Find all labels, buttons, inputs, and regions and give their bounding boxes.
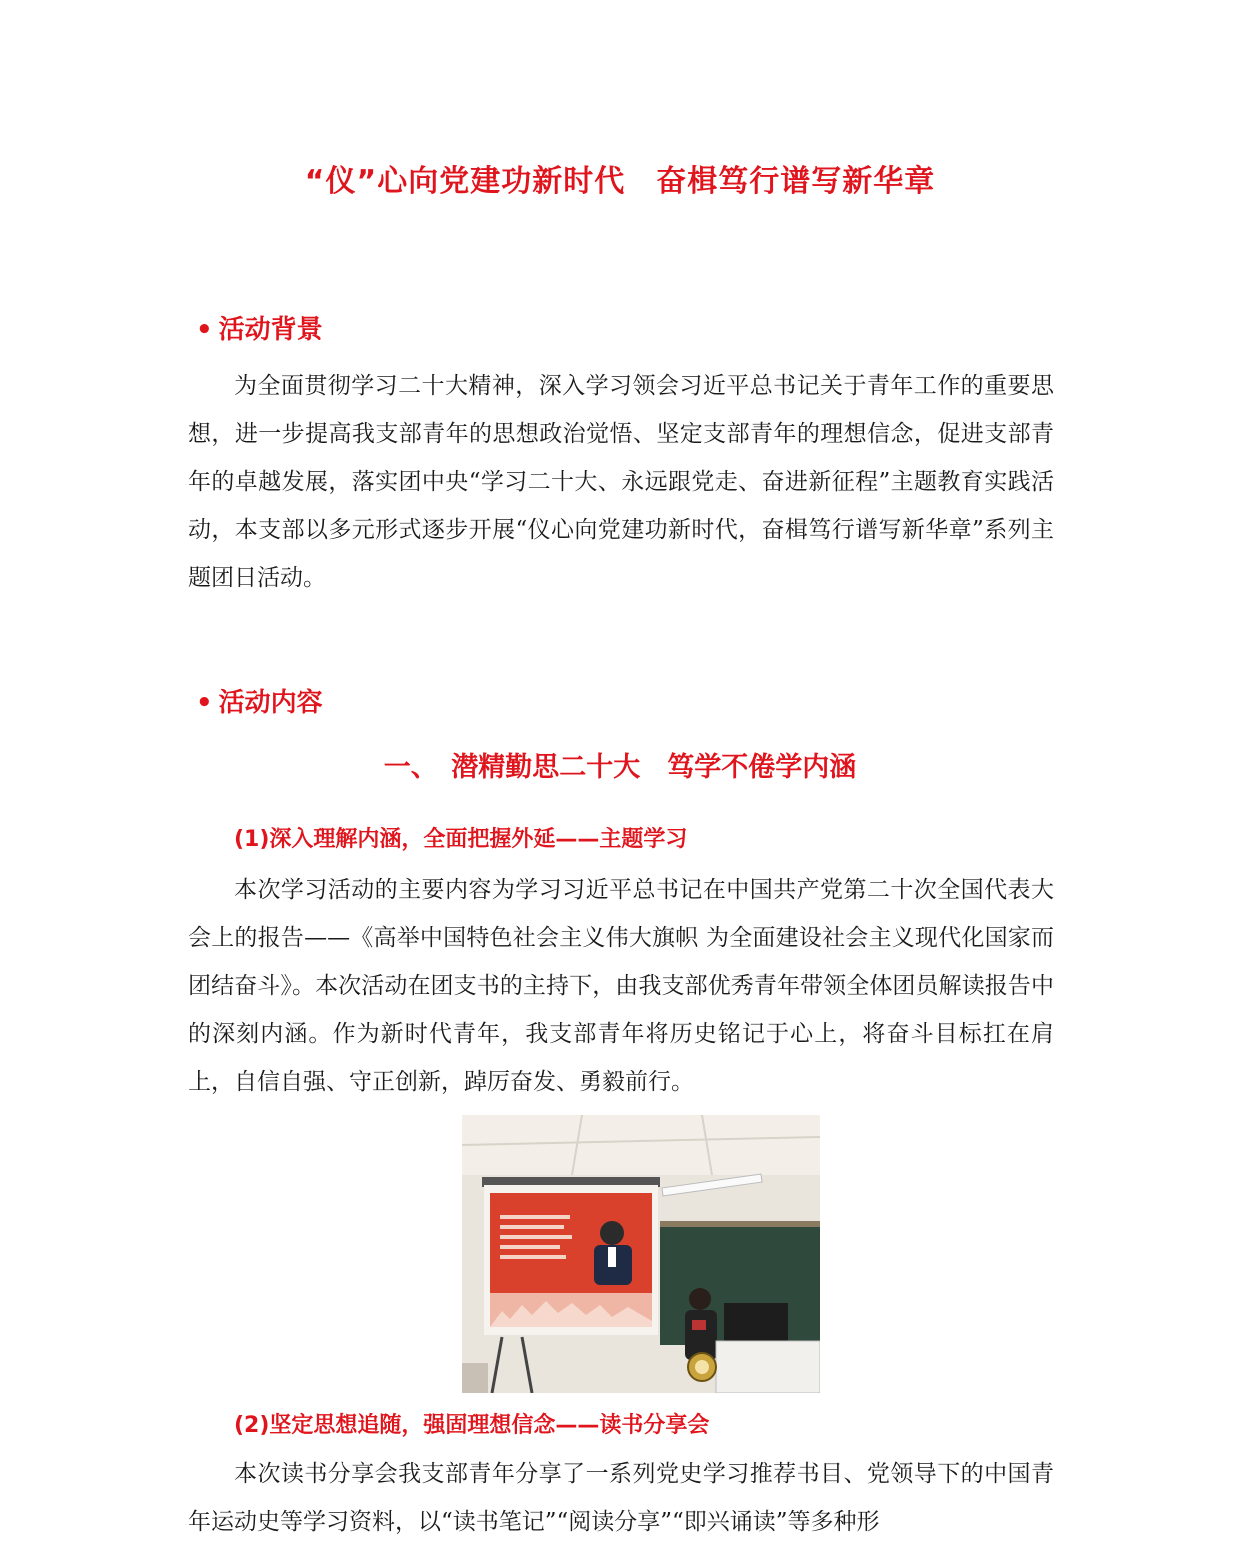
background-paragraph: 为全面贯彻学习二十大精神，深入学习领会习近平总书记关于青年工作的重要思想，进一步提高我支部青年的思想政治觉悟、坚定支部青年的理想信念，促进支部青年的卓越发展，落实团中央“学习二十大、永远跟党走、奋进新征程”主题教育实践活动，本支部以多元形式逐步开展“仪心向党建功新时代，奋楫笃行谱写新华章”系列主题团日活动。 — [188, 373, 1054, 591]
bullet-icon: • — [196, 688, 213, 718]
section-heading-content — [196, 684, 323, 722]
section-heading-background — [196, 311, 323, 349]
document-title: “仪”心向党建功新时代 奋楫笃行谱写新华章 — [304, 164, 936, 199]
sub-heading-theme-study: (1)深入理解内涵，全面把握外延——主题学习 — [234, 827, 688, 852]
theme-study-paragraph: 本次学习活动的主要内容为学习习近平总书记在中国共产党第二十次全国代表大会上的报告——《高举中国特色社会主义伟大旗帜 为全面建设社会主义现代化国家而团结奋斗》。本次活动在团支书的主持下，由我支部优秀青年带领全体团员解读报告中的深刻内涵。作为新时代青年，我支部青年将历史铭记于心上，将奋斗目标扛在肩上，自信自强、守正创新，踔厉奋发、勇毅前行。 — [188, 877, 1054, 1095]
book-sharing-paragraph: 本次读书分享会我支部青年分享了一系列党史学习推荐书目、党领导下的中国青年运动史等学习资料，以“读书笔记”“阅读分享”“即兴诵读”等多种形 — [188, 1461, 1054, 1535]
part-heading-one: 一、 潜精勤思二十大 笃学不倦学内涵 — [383, 752, 857, 783]
activity-photo — [462, 1115, 820, 1393]
bullet-icon: • — [196, 315, 213, 345]
section-heading-label: 活动内容 — [218, 688, 323, 718]
sub-heading-book-sharing: (2)坚定思想追随，强固理想信念——读书分享会 — [234, 1413, 710, 1438]
section-heading-label: 活动背景 — [218, 315, 323, 345]
